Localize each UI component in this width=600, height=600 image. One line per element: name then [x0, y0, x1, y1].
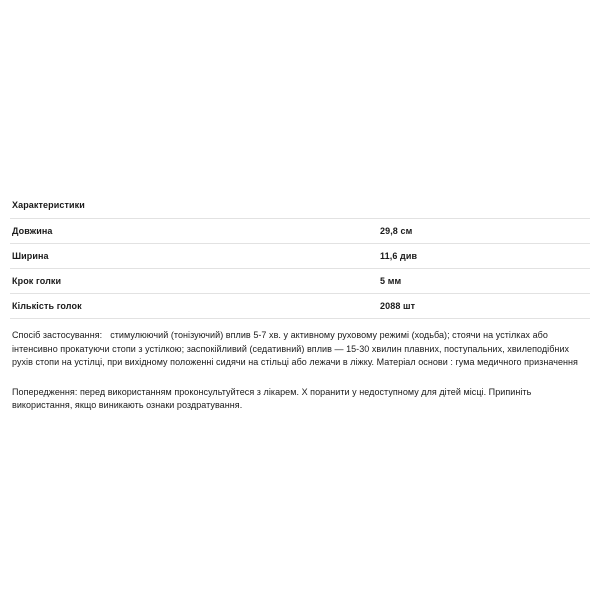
spec-label: Ширина	[12, 251, 49, 261]
spec-value: 2088 шт	[380, 301, 416, 311]
table-row	[10, 269, 590, 294]
warning-paragraph: Попередження: перед використанням проконсультуйтеся з лікарем. Х поранити у недоступному для дітей місці. Припиніть використання, якщо виникають ознаки роздратування.	[12, 386, 532, 410]
usage-label: Спосіб застосування:	[12, 330, 103, 340]
spec-value: 11,6 див	[380, 251, 418, 261]
spec-label: Довжина	[12, 226, 53, 236]
product-details	[10, 200, 590, 413]
table-row	[10, 219, 590, 244]
spec-label: Крок голки	[12, 276, 62, 286]
specs-heading: Характеристики	[12, 200, 85, 210]
spec-label: Кількість голок	[12, 301, 82, 311]
usage-paragraph	[10, 319, 590, 370]
specs-table	[10, 218, 590, 318]
table-row	[10, 294, 590, 319]
table-row	[10, 244, 590, 269]
spec-value: 29,8 см	[380, 226, 413, 236]
spec-value: 5 мм	[380, 276, 402, 286]
usage-text: стимулюючий (тонізуючий) вплив 5-7 хв. у активному руховому режимі (ходьба); стоячи на устілках або інтенсивно прокатуючи стопи з устілкою; заспокійливий (седативний) вплив — 15-30 хвилин плавних, поступальних, хвилеподібних рухів стопи на устілці, при вихідному положенні сидячи на стільці або лежачи в ліжку. Матеріал основи : гума медичного призначення	[12, 330, 578, 367]
